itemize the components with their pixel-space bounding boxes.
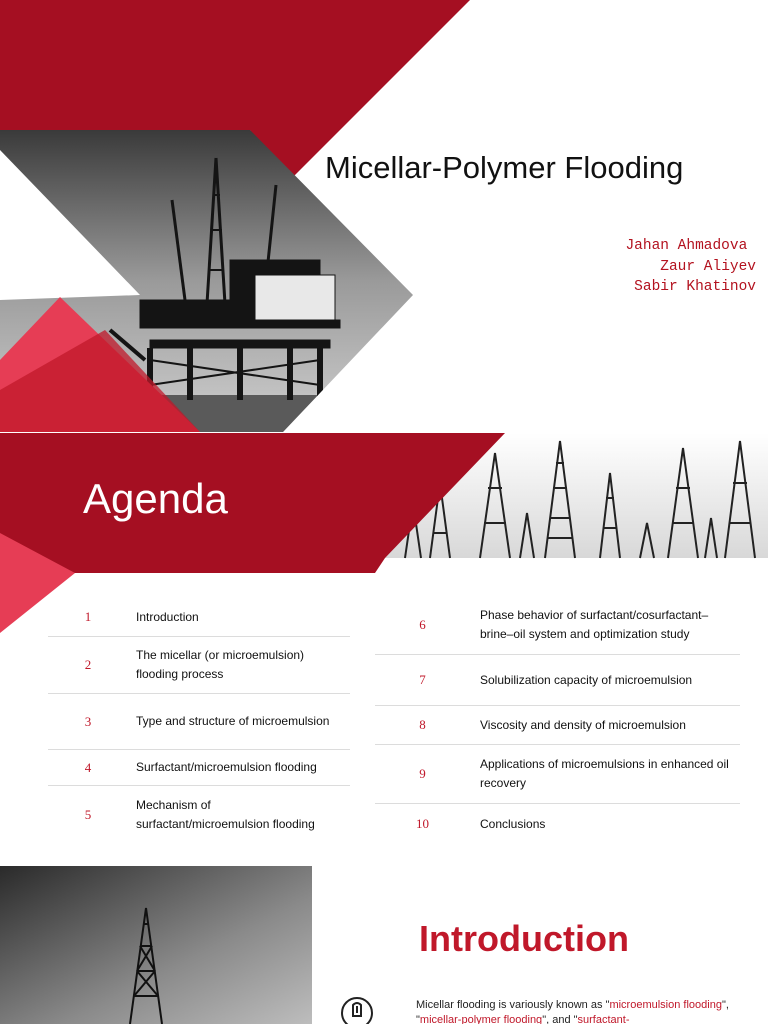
agenda-title: Agenda bbox=[83, 475, 228, 522]
introduction-text bbox=[416, 998, 746, 1024]
intro-text-part: Micellar flooding is variously known as " bbox=[416, 999, 610, 1011]
agenda-item bbox=[48, 786, 350, 844]
drilling-rig-photo bbox=[0, 866, 312, 1024]
agenda-item-number: 5 bbox=[84, 807, 92, 822]
agenda-item-number: 6 bbox=[419, 617, 426, 632]
intro-term: micellar-polymer flooding bbox=[419, 1014, 543, 1024]
title-slide bbox=[0, 0, 768, 432]
introduction-title: Introduction bbox=[419, 918, 629, 959]
agenda-item-text: Introduction bbox=[136, 609, 199, 624]
agenda-slide bbox=[0, 433, 768, 865]
agenda-item-text: Conclusions bbox=[480, 816, 546, 831]
agenda-item-text: Solubilization capacity of microemulsion bbox=[480, 672, 693, 687]
intro-term: surfactant- bbox=[577, 1014, 630, 1024]
presentation-title: Micellar-Polymer Flooding bbox=[325, 150, 684, 185]
agenda-item-text: The micellar (or microemulsion) flooding process bbox=[136, 648, 305, 681]
intro-term: microemulsion flooding bbox=[609, 999, 722, 1011]
agenda-item bbox=[48, 750, 350, 786]
agenda-item bbox=[375, 655, 740, 706]
agenda-item bbox=[375, 804, 740, 844]
agenda-item-text: Phase behavior of surfactant/cosurfactant–brine–oil system and optimization study bbox=[480, 608, 709, 641]
agenda-item bbox=[48, 694, 350, 750]
agenda-item-text: Surfactant/microemulsion flooding bbox=[136, 760, 317, 774]
author-name: Sabir Khatinov bbox=[634, 279, 756, 295]
agenda-item bbox=[375, 706, 740, 745]
intro-text-part: ", and " bbox=[542, 1014, 578, 1024]
agenda-item-text: Viscosity and density of microemulsion bbox=[480, 717, 686, 732]
agenda-item-number: 7 bbox=[419, 672, 426, 687]
author-name: Jahan Ahmadova bbox=[625, 238, 756, 254]
agenda-item bbox=[48, 637, 350, 694]
title-slide-background bbox=[0, 0, 768, 432]
author-name: Zaur Aliyev bbox=[660, 258, 756, 275]
agenda-item-number: 8 bbox=[419, 717, 426, 732]
agenda-item-number: 1 bbox=[84, 609, 92, 624]
agenda-item-text: Type and structure of microemulsion bbox=[136, 714, 330, 728]
agenda-item-text: Applications of microemulsions in enhanced oil recovery bbox=[480, 757, 729, 790]
intro-text-part: ", " bbox=[416, 999, 729, 1024]
agenda-item bbox=[375, 596, 740, 655]
agenda-item-number: 10 bbox=[416, 816, 429, 831]
agenda-item-number: 2 bbox=[84, 657, 92, 672]
agenda-item-number: 4 bbox=[84, 759, 92, 775]
introduction-slide bbox=[0, 866, 768, 1024]
agenda-item bbox=[48, 598, 350, 637]
agenda-item-text: Mechanism of surfactant/microemulsion flooding bbox=[136, 798, 315, 831]
agenda-item bbox=[375, 745, 740, 804]
agenda-item-number: 9 bbox=[419, 766, 426, 781]
author-list bbox=[625, 236, 756, 298]
agenda-item-number: 3 bbox=[84, 713, 92, 729]
lightbulb-icon bbox=[340, 996, 374, 1024]
